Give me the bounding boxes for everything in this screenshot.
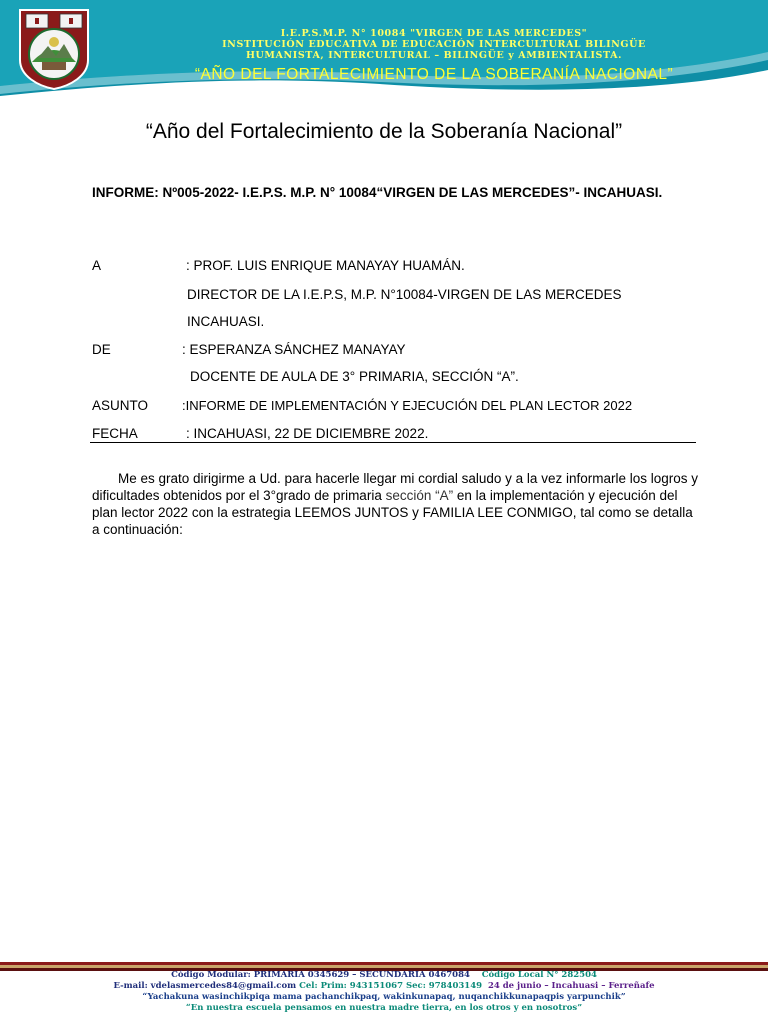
date-label: FECHA bbox=[92, 426, 138, 441]
footer-email: E-mail: vdelasmercedes84@gmail.com bbox=[113, 981, 297, 991]
footer-local-code: Código Local N° 282504 bbox=[481, 970, 597, 980]
footer-address: 24 de junio – Incahuasi – Ferreñafe bbox=[487, 981, 655, 991]
letterhead-header bbox=[0, 0, 768, 100]
subject-value: :INFORME DE IMPLEMENTACIÓN Y EJECUCIÓN DEL PLAN LECTOR 2022 bbox=[182, 398, 633, 413]
footer-phones: Cel: Prim: 943151067 Sec: 978403149 bbox=[299, 981, 483, 991]
to-label: A bbox=[92, 258, 102, 273]
subject-label: ASUNTO bbox=[92, 398, 149, 413]
date-value: : INCAHUASI, 22 DE DICIEMBRE 2022. bbox=[186, 426, 429, 441]
footer-codes-line bbox=[0, 970, 768, 980]
footer-contact-line bbox=[0, 981, 768, 991]
to-value: : PROF. LUIS ENRIQUE MANAYAY HUAMÁN. bbox=[186, 258, 465, 273]
body-paragraph bbox=[92, 470, 698, 538]
paragraph-text-2: en la implementación y ejecución del plan lector 2022 con la estrategia LEEMOS JUNTOS y FAMILIA LEE CONMIGO, tal como se detalla a continuación: bbox=[92, 488, 693, 537]
from-role-line: DOCENTE DE AULA DE 3° PRIMARIA, SECCIÓN “A”. bbox=[190, 369, 519, 384]
footer-quechua-motto: “Yachakuna wasinchikpiqa mama pachanchikpaq, wakinkunapaq, nuqanchikkunapaqpis yarpunchik” bbox=[142, 992, 626, 1002]
paragraph-text-1: Me es grato dirigirme a Ud. para hacerle llegar mi cordial saludo y a la vez informarle los logros y dificultades obtenidos por el 3°grado de primaria bbox=[92, 471, 698, 503]
document-title: “Año del Fortalecimiento de la Soberanía Nacional” bbox=[145, 120, 623, 143]
school-type-line: INSTITUCIÓN EDUCATIVA DE EDUCACIÓN INTERCULTURAL BILINGÜE bbox=[222, 39, 646, 50]
report-reference: INFORME: Nº005-2022- I.E.P.S. M.P. N° 10084“VIRGEN DE LAS MERCEDES”- INCAHUASI. bbox=[92, 185, 663, 200]
header-divider bbox=[90, 442, 696, 443]
footer-modular-codes: Código Modular: PRIMARIA 0345629 – SECUNDARIA 0467084 bbox=[171, 970, 470, 980]
from-label: DE bbox=[92, 342, 111, 357]
from-value: : ESPERANZA SÁNCHEZ MANAYAY bbox=[182, 342, 406, 357]
school-shield-logo bbox=[18, 8, 90, 90]
paragraph-section: sección “A” bbox=[385, 488, 454, 503]
header-slogan: “AÑO DEL FORTALECIMIENTO DE LA SOBERANÍA NACIONAL” bbox=[194, 66, 674, 83]
school-name-line: I.E.P.S.M.P. N° 10084 "VIRGEN DE LAS MERCEDES" bbox=[280, 28, 588, 39]
footer-spanish-motto: “En nuestra escuela pensamos en nuestra madre tierra, en los otros y en nosotros” bbox=[185, 1003, 583, 1013]
to-title-line: DIRECTOR DE LA I.E.P.S, M.P. N°10084-VIRGEN DE LAS MERCEDES bbox=[187, 287, 622, 302]
to-location-line: INCAHUASI. bbox=[187, 314, 265, 329]
school-values-line: HUMANISTA, INTERCULTURAL – BILINGÜE y AMBIENTALISTA. bbox=[245, 50, 623, 61]
